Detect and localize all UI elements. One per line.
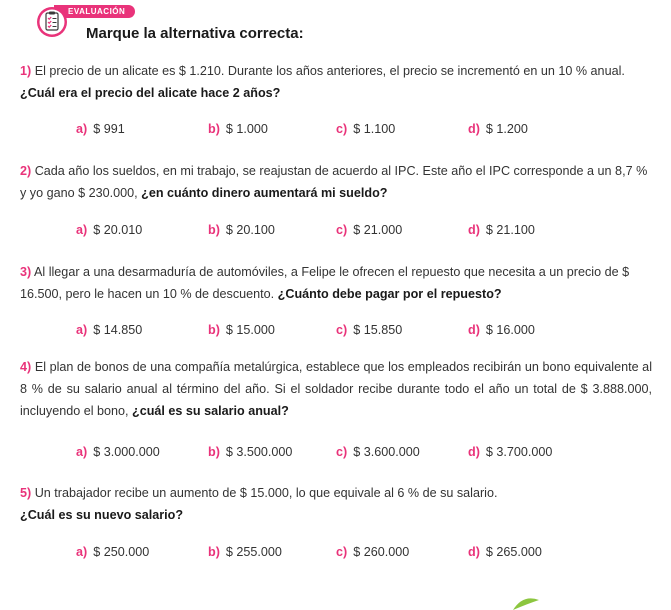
- question-number: 5): [20, 486, 32, 500]
- option-d[interactable]: d) $ 21.100: [468, 223, 535, 237]
- question-4-body: [20, 356, 652, 422]
- question-2: [20, 160, 652, 204]
- question-prompt: ¿Cuál era el precio del alicate hace 2 años?: [20, 86, 281, 100]
- option-d[interactable]: d) $ 1.200: [468, 122, 528, 136]
- option-c[interactable]: c) $ 15.850: [336, 323, 403, 337]
- option-c[interactable]: c) $ 260.000: [336, 545, 410, 559]
- options-5: [76, 545, 636, 561]
- question-5: [20, 482, 652, 526]
- question-text: Un trabajador recibe un aumento de $ 15.000, lo que equivale al 6 % de su salario.: [34, 486, 498, 500]
- option-a[interactable]: a) $ 14.850: [76, 323, 143, 337]
- option-a[interactable]: a) $ 250.000: [76, 545, 150, 559]
- option-a[interactable]: a) $ 991: [76, 122, 125, 136]
- page-title: Marque la alternativa correcta:: [86, 25, 304, 42]
- evaluation-tag: EVALUACIÓN: [54, 5, 135, 18]
- options-3: [76, 323, 636, 339]
- question-text: Al llegar a una desarmaduría de automóviles, a Felipe le ofrecen el repuesto que necesita a un precio de $ 16.500, pero le hacen un 10 % de descuento.: [20, 265, 630, 301]
- option-a[interactable]: a) $ 20.010: [76, 223, 143, 237]
- option-b[interactable]: b) $ 1.000: [208, 122, 268, 136]
- question-text: El precio de un alicate es $ 1.210. Durante los años anteriores, el precio se incrementó en un 10 % anual.: [34, 64, 625, 78]
- option-a[interactable]: a) $ 3.000.000: [76, 445, 160, 459]
- question-number: 2): [20, 164, 32, 178]
- question-prompt: ¿en cuánto dinero aumentará mi sueldo?: [141, 186, 388, 200]
- question-prompt: ¿Cuánto debe pagar por el repuesto?: [277, 287, 502, 301]
- option-d[interactable]: d) $ 16.000: [468, 323, 535, 337]
- option-c[interactable]: c) $ 21.000: [336, 223, 403, 237]
- option-b[interactable]: b) $ 15.000: [208, 323, 275, 337]
- options-4: [76, 445, 636, 461]
- leaf-decoration-icon: [505, 590, 545, 610]
- option-c[interactable]: c) $ 3.600.000: [336, 445, 420, 459]
- option-d[interactable]: d) $ 3.700.000: [468, 445, 553, 459]
- checklist-icon: [36, 6, 68, 38]
- options-2: [76, 223, 636, 239]
- question-1: [20, 60, 652, 104]
- question-prompt: ¿cuál es su salario anual?: [132, 404, 289, 418]
- question-3: [20, 261, 652, 305]
- question-prompt: ¿Cuál es su nuevo salario?: [20, 508, 184, 522]
- option-b[interactable]: b) $ 20.100: [208, 223, 275, 237]
- option-b[interactable]: b) $ 3.500.000: [208, 445, 293, 459]
- options-1: [76, 122, 636, 138]
- option-c[interactable]: c) $ 1.100: [336, 122, 396, 136]
- question-number: 1): [20, 64, 32, 78]
- question-text: El plan de bonos de una compañía metalúrgica, establece que los empleados recibirán un bono equivalente al 8 % de su salario anual al término del año. Si el soldador recibe durante todo el año un total de $ 3.888.000, incluyendo el bono,: [20, 360, 652, 418]
- question-number: 3): [20, 265, 32, 279]
- option-b[interactable]: b) $ 255.000: [208, 545, 282, 559]
- question-number: 4): [20, 360, 32, 374]
- question-text: Cada año los sueldos, en mi trabajo, se reajustan de acuerdo al IPC. Este año el IPC corresponde a un 8,7 % y yo gano $ 230.000,: [20, 164, 648, 200]
- option-d[interactable]: d) $ 265.000: [468, 545, 542, 559]
